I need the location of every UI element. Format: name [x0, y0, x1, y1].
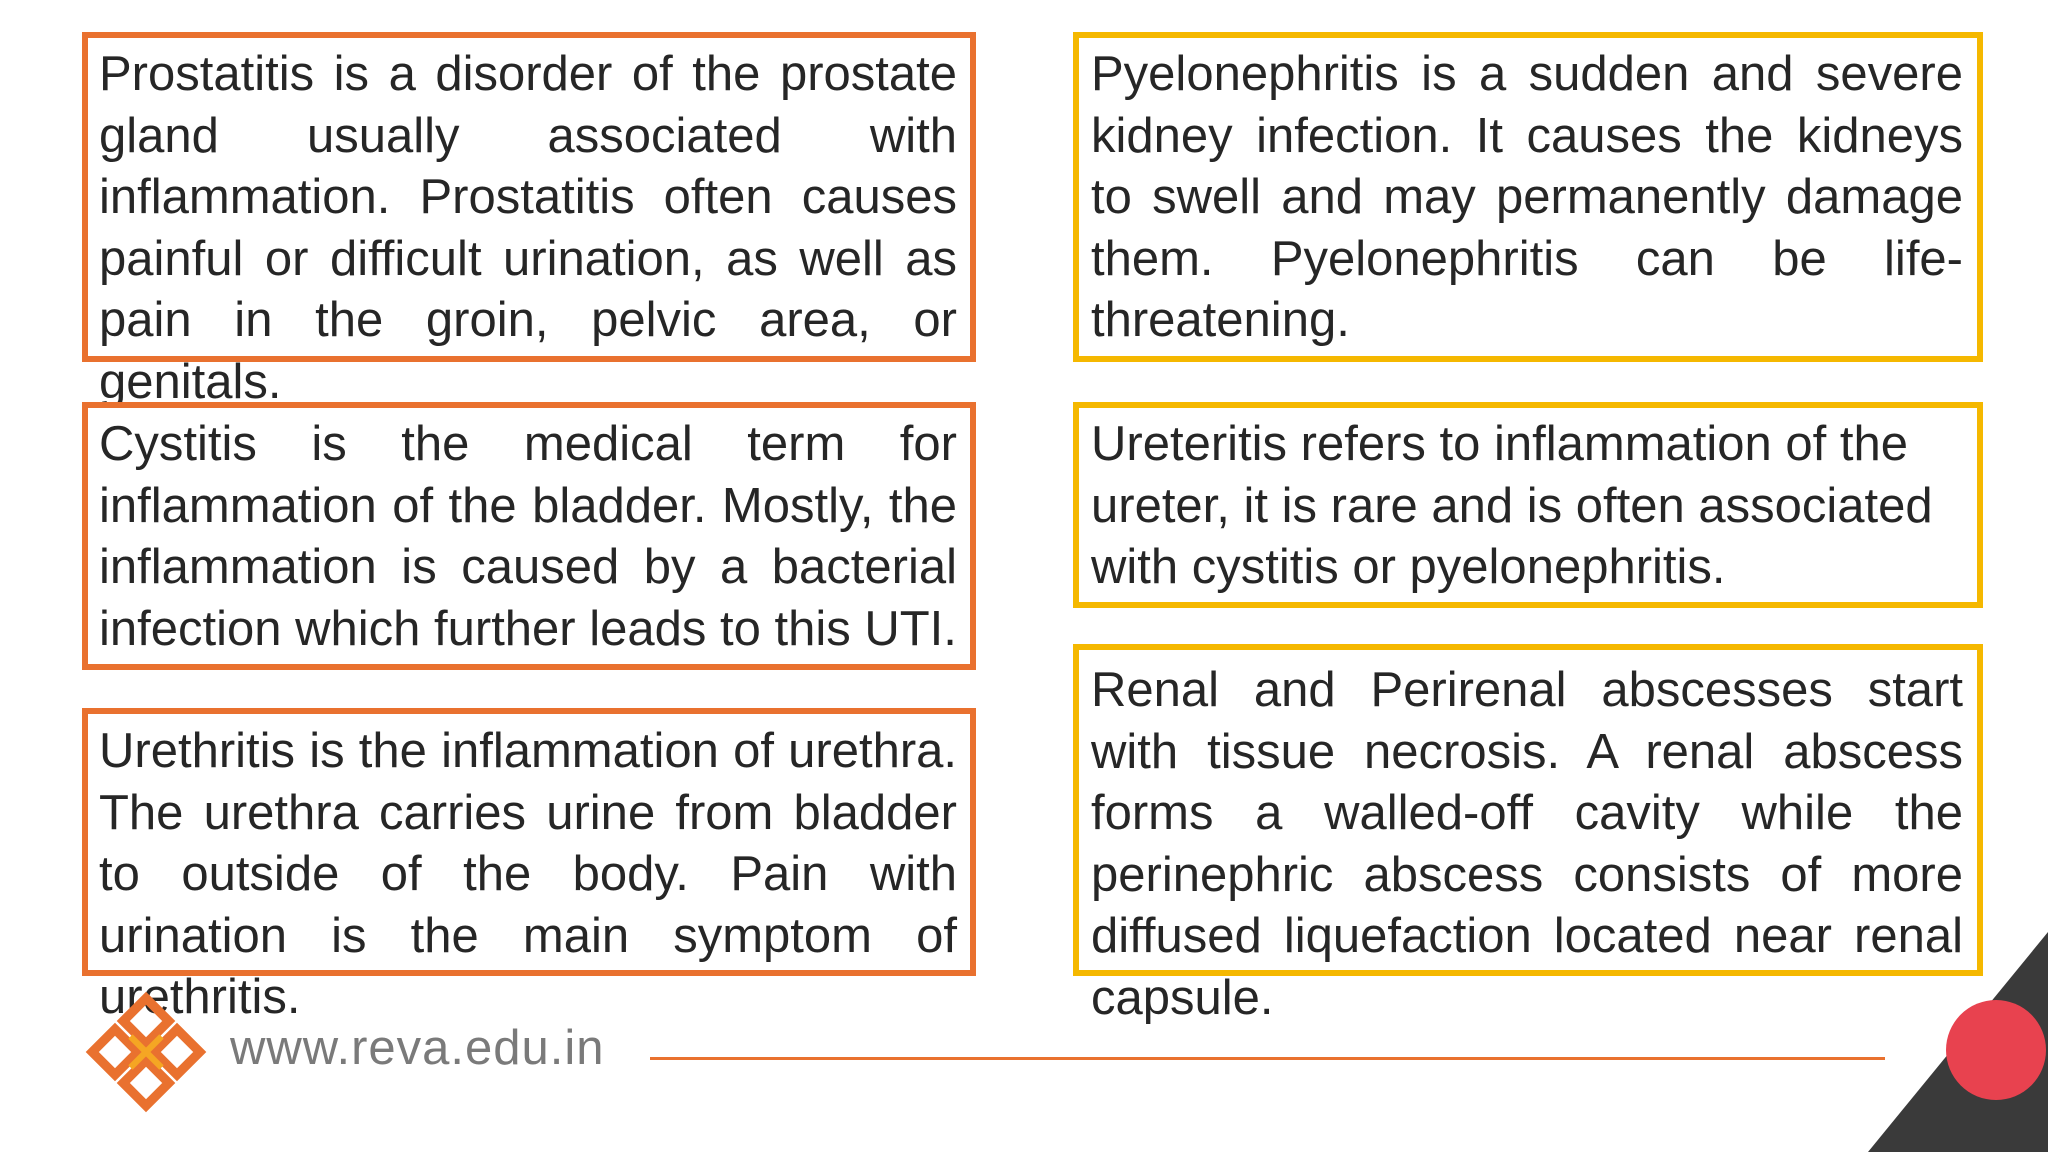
footer-divider	[650, 1057, 1885, 1060]
knot-logo-icon	[84, 990, 208, 1114]
renal-abscess-text: Renal and Perirenal abscesses start with tissue necrosis. A renal abscess forms a walled-off cavity while the perinephric abscess consists of more diffused liquefaction located near renal capsule.	[1091, 663, 1963, 1025]
corner-decoration	[1868, 932, 2048, 1152]
cystitis-text: Cystitis is the medical term for inflammation of the bladder. Mostly, the inflammation is caused by a bacterial infection which further leads to this UTI.	[99, 417, 957, 656]
urethritis-text: Urethritis is the inflammation of urethra. The urethra carries urine from bladder to outside of the body. Pain with urination is the main symptom of urethritis.	[99, 724, 957, 1024]
prostatitis-text: Prostatitis is a disorder of the prostate gland usually associated with inflammation. Prostatitis often causes painful or difficult urination, as well as pain in the groin, pelvic area, or genitals.	[99, 47, 957, 409]
pyelonephritis-text: Pyelonephritis is a sudden and severe kidney infection. It causes the kidneys to swell and may permanently damage them. Pyelonephritis can be life-threatening.	[1091, 47, 1963, 347]
ureteritis-text: Ureteritis refers to inflammation of the ureter, it is rare and is often associated with cystitis or pyelonephritis.	[1091, 417, 1933, 594]
footer-website: www.reva.edu.in	[230, 1021, 605, 1075]
